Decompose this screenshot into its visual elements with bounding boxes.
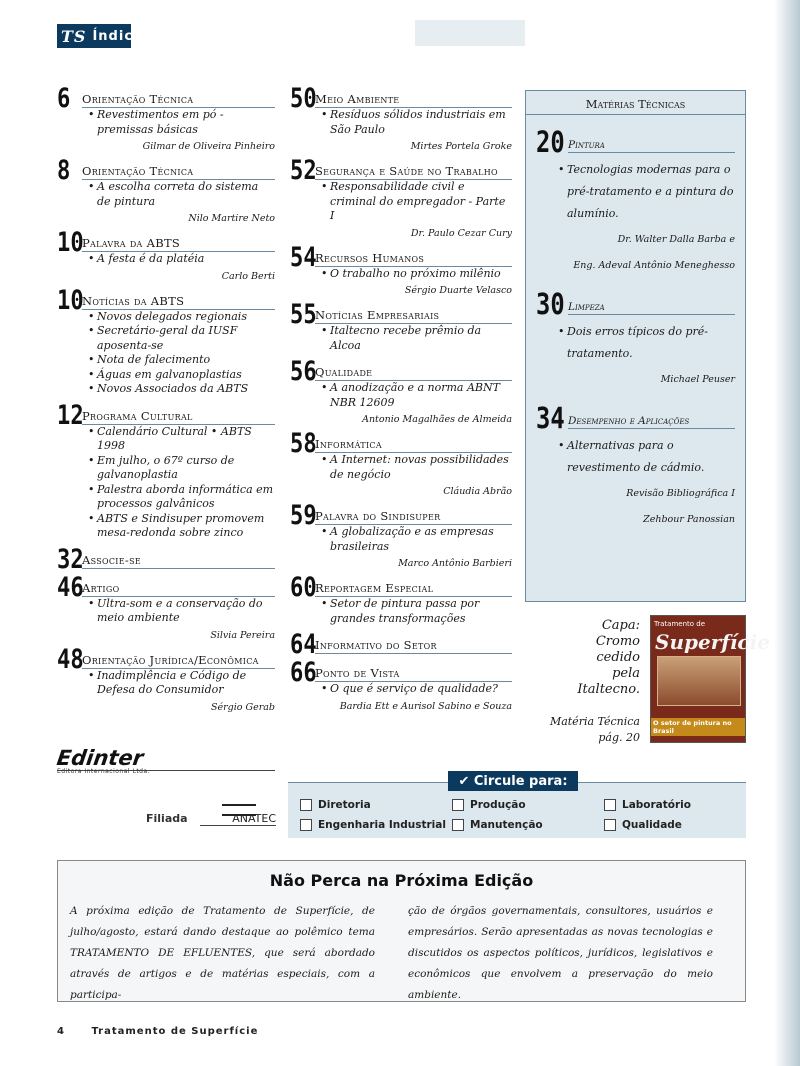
page-number: 4 — [57, 1026, 65, 1037]
toc-entry — [290, 629, 512, 660]
cover-credit — [548, 618, 640, 746]
page-number: 10 — [57, 227, 84, 258]
section-title: Meio Ambiente — [315, 86, 512, 108]
materia-category: Limpeza — [568, 291, 735, 315]
toc-entry — [57, 155, 275, 224]
toc-entry — [290, 241, 512, 297]
checkbox[interactable] — [604, 819, 616, 831]
author: Marco Antônio Barbieri — [398, 558, 512, 569]
item-list — [321, 453, 512, 482]
toc-entry — [57, 399, 275, 541]
toc-entry — [290, 356, 512, 425]
option-label: Diretoria — [318, 799, 371, 811]
option-label: Manutenção — [470, 819, 543, 831]
section-title: Ponto de Vista — [315, 660, 512, 682]
checkbox[interactable] — [300, 819, 312, 831]
materias-title: Matérias Técnicas — [526, 91, 745, 115]
list-item: • Em julho, o 67º curso de galvanoplastia — [88, 454, 275, 483]
toc-entry — [290, 155, 512, 239]
section-title: Associe-se — [82, 547, 275, 569]
proxima-title: Não Perca na Próxima Edição — [269, 871, 534, 890]
option-qualidade[interactable] — [604, 819, 682, 831]
item-list — [321, 597, 512, 626]
page-number: 64 — [290, 629, 317, 660]
option-diretoria[interactable] — [300, 799, 371, 811]
list-item: • Ultra-som e a conservação do meio ambiente — [88, 597, 275, 626]
list-item: • Revestimentos em pó - premissas básicas — [88, 108, 275, 137]
checkbox[interactable] — [300, 799, 312, 811]
page-number: 54 — [290, 241, 317, 273]
author: Michael Peuser — [660, 374, 735, 385]
capa-line: cedido — [596, 650, 640, 665]
toc-entry — [290, 500, 512, 569]
checkbox[interactable] — [452, 819, 464, 831]
list-item: • Inadimplência e Código de Defesa do Consumidor — [88, 669, 275, 698]
page-number: 50 — [290, 83, 317, 114]
list-item: • Novos delegados regionais — [88, 310, 275, 325]
author: Gilmar de Oliveira Pinheiro — [142, 141, 275, 152]
capa-line: Italtecno. — [577, 682, 640, 697]
list-item: • A Internet: novas possibilidades de negócio — [321, 453, 512, 482]
toc-entry — [57, 227, 275, 282]
cover-masthead: Superfície — [655, 630, 770, 654]
toc-column-middle — [290, 83, 512, 718]
index-label: Índice — [92, 28, 143, 44]
page-number: 8 — [57, 155, 71, 186]
author: Eng. Adeval Antônio Meneghesso — [573, 260, 735, 271]
option-label: Qualidade — [622, 819, 682, 831]
author: Mirtes Portela Groke — [410, 141, 512, 152]
list-item: • Dois erros típicos do pré-tratamento. — [558, 321, 735, 365]
page-number: 58 — [290, 428, 317, 459]
list-item: • Setor de pintura passa por grandes transformações — [321, 597, 512, 626]
author: Sérgio Duarte Velasco — [404, 285, 512, 296]
toc-entry — [290, 83, 512, 152]
materia-entry — [536, 125, 735, 277]
ts-logo: TS — [61, 26, 87, 46]
section-title: Recursos Humanos — [315, 245, 512, 267]
materia-entry — [536, 287, 735, 391]
materias-tecnicas-box — [525, 90, 746, 602]
item-list — [88, 425, 275, 541]
option-laboratorio[interactable] — [604, 799, 691, 811]
page-edge-shadow — [774, 0, 800, 1066]
author: Sérgio Gerab — [210, 701, 275, 713]
item-list — [88, 310, 275, 397]
section-title: Orientação Jurídica/Econômica — [82, 647, 275, 669]
list-item: • Nota de falecimento — [88, 353, 275, 368]
materia-category: Desempenho e Aplicações — [568, 405, 735, 429]
page-number: 59 — [290, 500, 317, 531]
item-list — [321, 682, 512, 697]
list-item: • Tecnologias modernas para o pré-tratamento e a pintura do alumínio. — [558, 159, 735, 225]
capa-line: Capa: — [601, 618, 640, 633]
option-manutencao[interactable] — [452, 819, 543, 831]
page-number: 12 — [57, 399, 84, 431]
page-number: 60 — [290, 572, 317, 603]
list-item: • ABTS e Sindisuper promovem mesa-redonda sobre zinco — [88, 512, 275, 541]
section-title: Palavra do Sindisuper — [315, 503, 512, 525]
page-number: 48 — [57, 643, 84, 675]
list-item: • Alternativas para o revestimento de cádmio. — [558, 435, 735, 479]
toc-entry — [57, 83, 275, 152]
proxima-text-left: A próxima edição de Tratamento de Superfície, de julho/agosto, estará dando destaque ao polêmico tema TRATAMENTO DE EFLUENTES, que será abordado através de artigos e de matérias especiais, com a participa- — [70, 905, 375, 1001]
option-producao[interactable] — [452, 799, 526, 811]
circule-box — [288, 773, 746, 838]
author: Nilo Martire Neto — [188, 213, 275, 224]
author: Carlo Berti — [221, 270, 275, 282]
toc-entry — [57, 643, 275, 713]
list-item: • Resíduos sólidos industriais em São Paulo — [321, 108, 512, 137]
option-engenharia[interactable] — [300, 819, 446, 831]
index-badge — [57, 24, 143, 48]
toc-entry — [57, 571, 275, 641]
author: Dr. Paulo Cezar Cury — [410, 227, 512, 239]
item-list — [88, 597, 275, 626]
section-title: Reportagem Especial — [315, 575, 512, 597]
author: Zehbour Panossian — [643, 514, 735, 525]
section-title: Qualidade — [315, 359, 512, 381]
list-item: • Palestra aborda informática em processos galvânicos — [88, 483, 275, 512]
item-list — [558, 159, 735, 225]
item-list — [88, 669, 275, 698]
proxima-text-right: ção de órgãos governamentais, consultores, usuários e empresários. Serão apresentadas as novas tecnologias e discutidos os aspectos políticos, jurídicos, legislativos e econômicos que envolvem a preservação do meio ambiente. — [408, 905, 713, 1001]
materia-entry — [536, 401, 735, 531]
item-list — [321, 180, 512, 224]
toc-entry — [57, 543, 275, 575]
toc-entry — [290, 428, 512, 497]
toc-entry — [290, 657, 512, 712]
author: Silvia Pereira — [210, 629, 275, 641]
option-label: Engenharia Industrial — [318, 819, 446, 831]
section-title: Segurança e Saúde no Trabalho — [315, 158, 512, 180]
item-list — [88, 108, 275, 137]
author: Bardia Ett e Aurisol Sabino e Souza — [339, 700, 512, 712]
toc-entry — [57, 284, 275, 397]
list-item: • Águas em galvanoplastias — [88, 368, 275, 383]
item-list — [558, 435, 735, 479]
proxima-edicao-box — [57, 860, 746, 1002]
page-number: 66 — [290, 657, 317, 688]
item-list — [88, 180, 275, 209]
cover-caption: O setor de pintura no Brasil — [651, 718, 745, 736]
section-title: Informativo do Setor — [315, 632, 512, 654]
capa-ref: Matéria Técnica — [549, 715, 640, 728]
page-number: 32 — [57, 543, 84, 575]
list-item: • Novos Associados da ABTS — [88, 382, 275, 397]
section-title: Notícias da ABTS — [82, 288, 275, 310]
page-number: 56 — [290, 356, 317, 387]
page-number: 34 — [536, 401, 565, 435]
page-number: 52 — [290, 155, 317, 186]
toc-column-left — [57, 83, 275, 719]
checkbox[interactable] — [452, 799, 464, 811]
section-title: Programa Cultural — [82, 403, 275, 425]
option-label: Laboratório — [622, 799, 691, 811]
list-item: • Italtecno recebe prêmio da Alcoa — [321, 324, 512, 353]
section-title: Orientação Técnica — [82, 158, 275, 180]
section-title: Notícias Empresariais — [315, 302, 512, 324]
page-number: 6 — [57, 83, 71, 114]
section-title: Palavra da ABTS — [82, 230, 275, 252]
page-number: 55 — [290, 299, 317, 330]
author: Antonio Magalhães de Almeida — [362, 414, 512, 425]
filiada-label: Filiada — [146, 812, 188, 825]
cover-thumbnail — [650, 615, 770, 743]
publication-name: Tratamento de Superfície — [91, 1026, 259, 1037]
list-item: • O trabalho no próximo milênio — [321, 267, 512, 282]
section-title: Orientação Técnica — [82, 86, 275, 108]
item-list — [321, 108, 512, 137]
author: Dr. Walter Dalla Barba e — [617, 234, 735, 245]
bleed-through-decoration — [415, 20, 525, 46]
anatec-logo — [200, 812, 276, 826]
option-label: Produção — [470, 799, 526, 811]
item-list — [88, 252, 275, 267]
author: Cláudia Abrão — [443, 486, 512, 497]
capa-line: pela — [612, 666, 640, 681]
circule-title: ✔ Circule para: — [448, 771, 578, 791]
list-item: • O que é serviço de qualidade? — [321, 682, 512, 697]
materia-category: Pintura — [568, 129, 735, 153]
list-item: • A globalização e as empresas brasileiras — [321, 525, 512, 554]
page-number: 30 — [536, 287, 565, 321]
section-title: Artigo — [82, 575, 275, 597]
author: Revisão Bibliográfica I — [626, 488, 735, 499]
capa-page: pág. 20 — [598, 731, 640, 744]
checkbox[interactable] — [604, 799, 616, 811]
page-number: 46 — [57, 571, 84, 603]
list-item: • Responsabilidade civil e criminal do empregador - Parte I — [321, 180, 512, 224]
edinter-logo: Edinter — [55, 746, 145, 770]
edinter-subtitle: Editora Internacional Ltda. — [57, 768, 151, 775]
item-list — [321, 525, 512, 554]
list-item: • Secretário-geral da IUSF aposenta-se — [88, 324, 275, 353]
anatec-mark — [222, 804, 256, 816]
anatec-text: ANATEC — [232, 812, 276, 825]
item-list — [558, 321, 735, 365]
edinter-block — [55, 746, 275, 775]
item-list — [321, 381, 512, 410]
list-item: • A festa é da platéia — [88, 252, 275, 267]
toc-entry — [290, 299, 512, 353]
list-item: • A anodização e a norma ABNT NBR 12609 — [321, 381, 512, 410]
capa-line: Cromo — [595, 634, 640, 649]
section-title: Informática — [315, 431, 512, 453]
item-list — [321, 267, 512, 282]
list-item: • A escolha correta do sistema de pintura — [88, 180, 275, 209]
page-number: 20 — [536, 125, 565, 159]
cover-photo — [657, 656, 741, 706]
list-item: • Calendário Cultural • ABTS 1998 — [88, 425, 275, 454]
item-list — [321, 324, 512, 353]
page-footer — [57, 1026, 280, 1037]
page-number: 10 — [57, 284, 84, 316]
toc-entry — [290, 572, 512, 626]
cover-title: Tratamento de — [654, 620, 706, 628]
